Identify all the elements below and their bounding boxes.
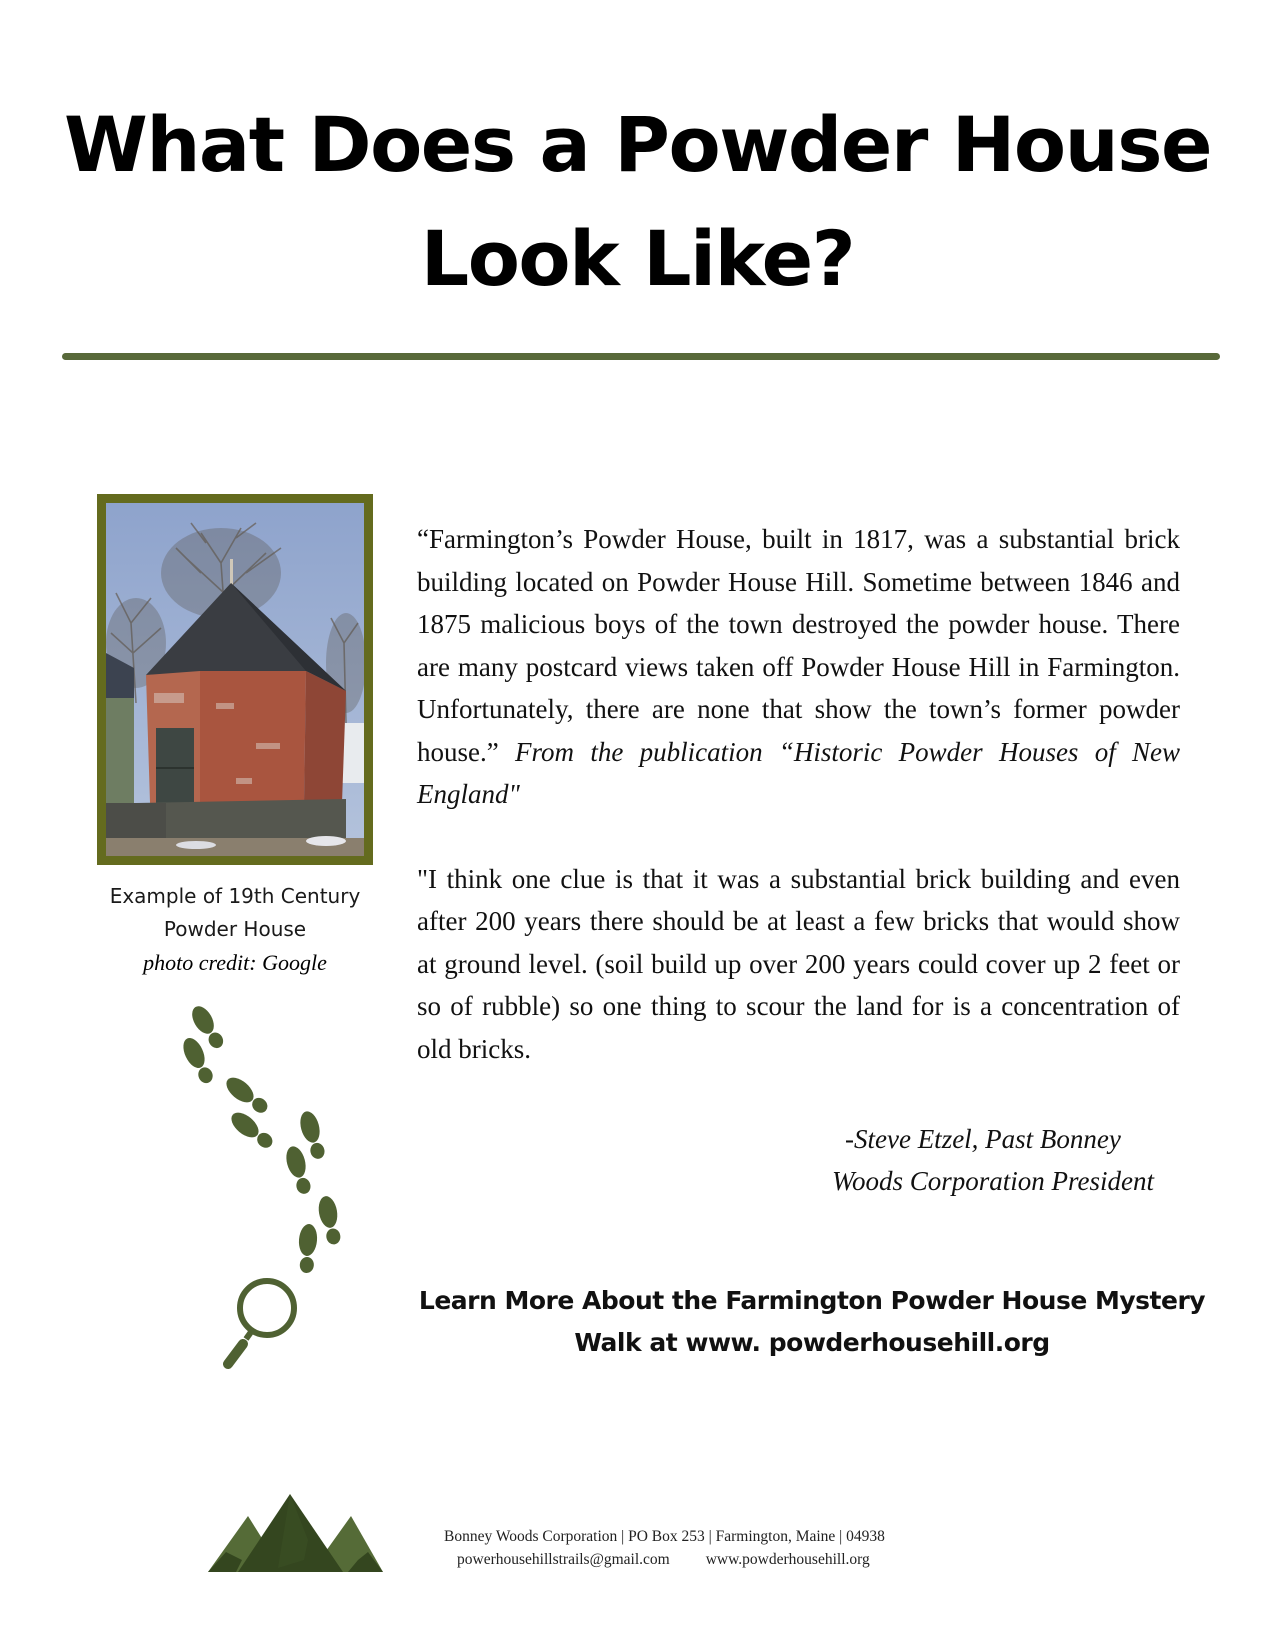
photo-credit: photo credit: Google [143, 950, 327, 975]
cta-line-2[interactable]: Walk at www. powderhousehill.org [574, 1328, 1050, 1357]
quote-source: From the publication “Historic Powder Houses of New England" [417, 736, 1181, 809]
attribution-line-1: -Steve Etzel, Past Bonney [845, 1124, 1121, 1154]
attribution-line-2: Woods Corporation President [832, 1166, 1155, 1196]
historical-quote: “Farmington’s Powder House, built in 1817, was a substantial brick building located on Powder House Hill. Sometime between 1846 and 1875 malicious boys of the town destroyed the powder house. There are many postcard views taken off Powder House Hill in Farmington. Unfortunately, there are none that show the town’s former powder house.” [417, 524, 1180, 767]
page-title-line-1: What Does a Powder House [63, 100, 1211, 189]
title-divider [62, 353, 1220, 360]
footer-email-link[interactable]: powerhousehillstrails@gmail.com [457, 1551, 670, 1568]
photo-caption [97, 880, 373, 980]
footer-links [430, 1548, 930, 1571]
caption-line-2: Powder House [163, 917, 307, 941]
learn-more-callout [412, 1280, 1212, 1364]
footer-contact [430, 1525, 930, 1571]
caption-line-1: Example of 19th Century [109, 884, 361, 908]
cta-line-1: Learn More About the Farmington Powder House Mystery [418, 1286, 1206, 1315]
etzel-quote-paragraph: "I think one clue is that it was a substantial brick building and even after 200 years there should be at least a few bricks that would show at ground level. (soil build up over 200 years could cover up 2 feet or so of rubble) so one thing to scour the land for is a concentration of old bricks. [417, 863, 1180, 1064]
bonney-woods-logo [208, 1490, 383, 1574]
magnifying-glass-icon [170, 990, 350, 1390]
powder-house-image [106, 503, 364, 856]
mountains-logo-icon [208, 1490, 383, 1574]
article-body [417, 518, 1180, 1070]
footer-website-link[interactable]: www.powderhousehill.org [705, 1551, 870, 1568]
footer-address: Bonney Woods Corporation | PO Box 253 | Farmington, Maine | 04938 [444, 1528, 885, 1545]
powder-house-photo [97, 494, 373, 865]
historical-quote-paragraph [417, 518, 1180, 816]
footprints-trail-decoration [170, 990, 350, 1390]
page-title-line-2: Look Like? [420, 214, 855, 303]
page-title [0, 88, 1275, 316]
quote-attribution [800, 1118, 1180, 1202]
